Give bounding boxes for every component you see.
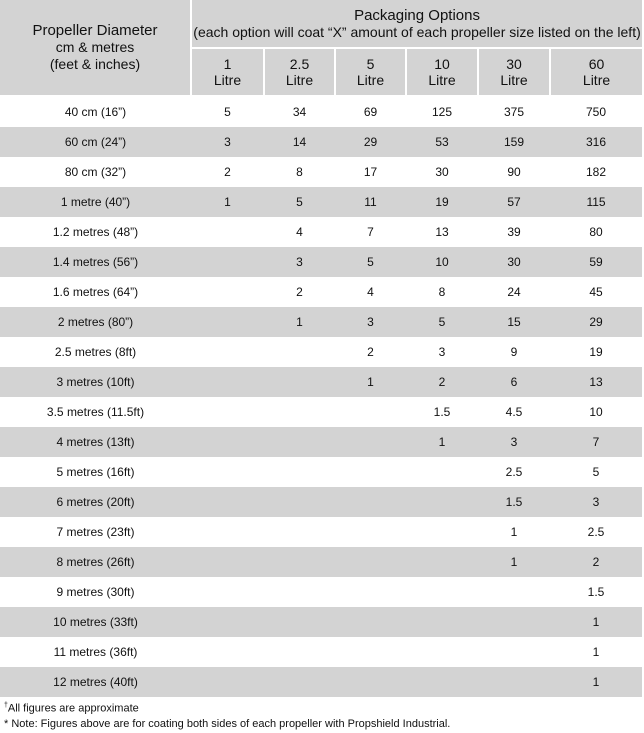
- quantity-cell: [335, 457, 406, 487]
- diameter-cell: 6 metres (20ft): [0, 487, 191, 517]
- quantity-cell: [191, 637, 264, 667]
- diameter-cell: 5 metres (16ft): [56, 465, 135, 479]
- quantity-cell: 14: [264, 127, 335, 157]
- table-row: [0, 607, 642, 637]
- quantity-cell: [478, 577, 550, 607]
- table-row: [0, 157, 642, 187]
- diameter-column-header: [0, 0, 191, 96]
- quantity-cell: 375: [503, 105, 525, 119]
- quantity-cell: [191, 307, 264, 337]
- table-row: [0, 637, 642, 667]
- quantity-cell: 5: [335, 247, 406, 277]
- quantity-cell: 1: [335, 367, 406, 397]
- quantity-cell: [264, 607, 335, 637]
- quantity-cell: 2: [550, 547, 642, 577]
- table-row: [0, 307, 642, 337]
- table-row: [0, 127, 642, 157]
- quantity-cell: 7: [550, 427, 642, 457]
- quantity-cell: 1.5: [433, 405, 451, 419]
- quantity-cell: 5: [406, 307, 478, 337]
- quantity-cell: [335, 487, 406, 517]
- quantity-cell: 115: [550, 187, 642, 217]
- table-row: [0, 367, 642, 397]
- option-size: 5: [366, 56, 375, 72]
- quantity-cell: [264, 487, 335, 517]
- diameter-cell: 9 metres (30ft): [56, 585, 135, 599]
- quantity-cell: 125: [431, 105, 453, 119]
- quantity-cell: [335, 427, 406, 457]
- quantity-cell: 30: [435, 165, 449, 179]
- option-size: 10: [434, 56, 450, 72]
- table-row: [0, 96, 642, 127]
- quantity-cell: 2.5: [587, 525, 605, 539]
- quantity-cell: 4: [296, 225, 303, 239]
- quantity-cell: 13: [435, 225, 449, 239]
- quantity-cell: 1.5: [587, 585, 605, 599]
- quantity-cell: 3: [264, 247, 335, 277]
- quantity-cell: 3: [438, 345, 446, 359]
- quantity-cell: [406, 577, 478, 607]
- diameter-header-line-3: (feet & inches): [49, 56, 141, 72]
- option-unit: Litre: [285, 72, 314, 88]
- quantity-cell: 2.5: [505, 465, 523, 479]
- table-row: [0, 547, 642, 577]
- quantity-cell: [264, 547, 335, 577]
- diameter-cell: 7 metres (23ft): [56, 525, 135, 539]
- quantity-cell: [191, 457, 264, 487]
- quantity-cell: [264, 457, 335, 487]
- quantity-cell: [191, 277, 264, 307]
- quantity-cell: 5: [264, 187, 335, 217]
- option-header-5-litre: [335, 48, 406, 96]
- table-row: [0, 517, 642, 547]
- quantity-cell: 53: [406, 127, 478, 157]
- diameter-cell: 2 metres (80”): [0, 307, 191, 337]
- quantity-cell: [191, 487, 264, 517]
- quantity-cell: [335, 577, 406, 607]
- quantity-cell: 3: [191, 127, 264, 157]
- quantity-cell: [406, 607, 478, 637]
- packaging-options-subtitle: (each option will coat “X” amount of each propeller size listed on the left): [193, 23, 641, 40]
- quantity-cell: 69: [363, 105, 378, 119]
- quantity-cell: 1: [592, 645, 600, 659]
- table-row: [0, 217, 642, 247]
- quantity-cell: 13: [550, 367, 642, 397]
- quantity-cell: 39: [507, 225, 521, 239]
- quantity-cell: 29: [550, 307, 642, 337]
- quantity-cell: [191, 607, 264, 637]
- quantity-cell: 29: [335, 127, 406, 157]
- quantity-cell: 30: [478, 247, 550, 277]
- quantity-cell: [191, 217, 264, 247]
- quantity-cell: 5: [592, 465, 600, 479]
- diameter-cell: 2.5 metres (8ft): [54, 345, 137, 359]
- quantity-cell: 2: [224, 165, 231, 179]
- quantity-cell: [478, 637, 550, 667]
- diameter-cell: 80 cm (32”): [64, 165, 127, 179]
- quantity-cell: [264, 337, 335, 367]
- diameter-cell: 3 metres (10ft): [0, 367, 191, 397]
- quantity-cell: [264, 427, 335, 457]
- diameter-cell: 10 metres (33ft): [0, 607, 191, 637]
- quantity-cell: 3: [478, 427, 550, 457]
- quantity-cell: [478, 667, 550, 697]
- diameter-cell: 4 metres (13ft): [0, 427, 191, 457]
- diameter-cell: 8 metres (26ft): [0, 547, 191, 577]
- table-row: [0, 187, 642, 217]
- option-unit: Litre: [428, 72, 456, 88]
- quantity-cell: 2: [406, 367, 478, 397]
- quantity-cell: [191, 247, 264, 277]
- quantity-cell: 4: [367, 285, 374, 299]
- diameter-cell: 40 cm (16”): [64, 105, 127, 119]
- quantity-cell: 159: [478, 127, 550, 157]
- quantity-cell: [335, 667, 406, 697]
- table-row: [0, 247, 642, 277]
- quantity-cell: 24: [507, 285, 521, 299]
- quantity-cell: [406, 667, 478, 697]
- quantity-cell: 45: [589, 285, 603, 299]
- quantity-cell: 7: [367, 225, 374, 239]
- table-row: [0, 277, 642, 307]
- table-row: [0, 457, 642, 487]
- quantity-cell: 1: [191, 187, 264, 217]
- option-header-30-litre: [478, 48, 550, 96]
- table-row: [0, 487, 642, 517]
- quantity-cell: [335, 547, 406, 577]
- option-header-60-litre: [550, 48, 642, 96]
- diameter-cell: 11 metres (36ft): [53, 645, 138, 659]
- quantity-cell: [191, 367, 264, 397]
- table-row: [0, 667, 642, 697]
- quantity-cell: 1: [478, 547, 550, 577]
- table-row: [0, 427, 642, 457]
- quantity-cell: 316: [550, 127, 642, 157]
- quantity-cell: [406, 547, 478, 577]
- table-row: [0, 577, 642, 607]
- footnotes: [4, 698, 450, 732]
- option-unit: Litre: [500, 72, 528, 88]
- quantity-cell: 10: [406, 247, 478, 277]
- quantity-cell: 34: [292, 105, 307, 119]
- diameter-cell: 1.6 metres (64”): [52, 285, 139, 299]
- quantity-cell: [406, 457, 478, 487]
- quantity-cell: [191, 517, 264, 547]
- footnote-approximate-text: All figures are approximate: [7, 702, 139, 715]
- quantity-cell: [191, 427, 264, 457]
- quantity-cell: [191, 397, 264, 427]
- quantity-cell: 1: [550, 607, 642, 637]
- option-header-2-5-litre: [264, 48, 335, 96]
- option-size: 60: [588, 56, 605, 72]
- quantity-cell: 9: [510, 345, 518, 359]
- quantity-cell: [335, 637, 406, 667]
- quantity-cell: 750: [586, 105, 607, 119]
- packaging-options-header: [191, 0, 642, 48]
- diameter-cell: 12 metres (40ft): [0, 667, 191, 697]
- footnote-coating-note: * Note: Figures above are for coating both sides of each propeller with Propshield Industrial.: [4, 717, 451, 730]
- quantity-cell: [191, 667, 264, 697]
- quantity-cell: [406, 517, 478, 547]
- quantity-cell: 11: [335, 187, 406, 217]
- quantity-cell: [264, 667, 335, 697]
- quantity-cell: [191, 337, 264, 367]
- quantity-cell: 1: [264, 307, 335, 337]
- quantity-cell: [264, 517, 335, 547]
- dagger-mark: †: [4, 702, 8, 709]
- quantity-cell: 59: [550, 247, 642, 277]
- quantity-cell: 6: [478, 367, 550, 397]
- quantity-cell: 1: [510, 525, 518, 539]
- footnote-approximate: [4, 698, 450, 717]
- option-header-1-litre: [191, 48, 264, 96]
- option-unit: Litre: [213, 72, 242, 88]
- quantity-cell: 3: [550, 487, 642, 517]
- quantity-cell: [191, 547, 264, 577]
- quantity-cell: [264, 577, 335, 607]
- quantity-cell: 5: [224, 105, 231, 119]
- quantity-cell: 10: [589, 405, 603, 419]
- diameter-cell: 3.5 metres (11.5ft): [46, 405, 145, 419]
- quantity-cell: 57: [478, 187, 550, 217]
- quantity-cell: 80: [589, 225, 603, 239]
- quantity-cell: [264, 397, 335, 427]
- table-row: [0, 397, 642, 427]
- quantity-cell: 8: [296, 165, 303, 179]
- option-unit: Litre: [356, 72, 385, 88]
- quantity-cell: 182: [586, 165, 607, 179]
- quantity-cell: [335, 397, 406, 427]
- quantity-cell: 19: [589, 345, 603, 359]
- packaging-options-title: Packaging Options: [354, 6, 480, 24]
- quantity-cell: [191, 577, 264, 607]
- quantity-cell: [335, 607, 406, 637]
- quantity-cell: 2: [367, 345, 374, 359]
- option-size: 1: [223, 56, 232, 72]
- option-size: 30: [506, 56, 522, 72]
- diameter-header-line-2: cm & metres: [55, 39, 135, 55]
- quantity-cell: 17: [363, 165, 378, 179]
- diameter-cell: 60 cm (24”): [0, 127, 191, 157]
- quantity-cell: [406, 487, 478, 517]
- diameter-header-line-1: Propeller Diameter: [32, 22, 158, 39]
- diameter-cell: 1.2 metres (48”): [52, 225, 139, 239]
- quantity-cell: [264, 367, 335, 397]
- quantity-cell: 8: [438, 285, 446, 299]
- table-row: [0, 337, 642, 367]
- quantity-cell: 2: [296, 285, 303, 299]
- quantity-cell: 19: [406, 187, 478, 217]
- quantity-cell: 90: [507, 165, 521, 179]
- diameter-cell: 1.4 metres (56”): [0, 247, 191, 277]
- option-header-10-litre: [406, 48, 478, 96]
- quantity-cell: 1: [406, 427, 478, 457]
- option-size: 2.5: [289, 56, 310, 72]
- quantity-cell: 3: [335, 307, 406, 337]
- quantity-cell: [264, 637, 335, 667]
- quantity-cell: 1.5: [478, 487, 550, 517]
- option-unit: Litre: [582, 72, 611, 88]
- quantity-cell: [335, 517, 406, 547]
- quantity-cell: 4.5: [505, 405, 523, 419]
- quantity-cell: [478, 607, 550, 637]
- quantity-cell: 15: [478, 307, 550, 337]
- quantity-cell: 1: [550, 667, 642, 697]
- diameter-cell: 1 metre (40”): [0, 187, 191, 217]
- quantity-cell: [406, 637, 478, 667]
